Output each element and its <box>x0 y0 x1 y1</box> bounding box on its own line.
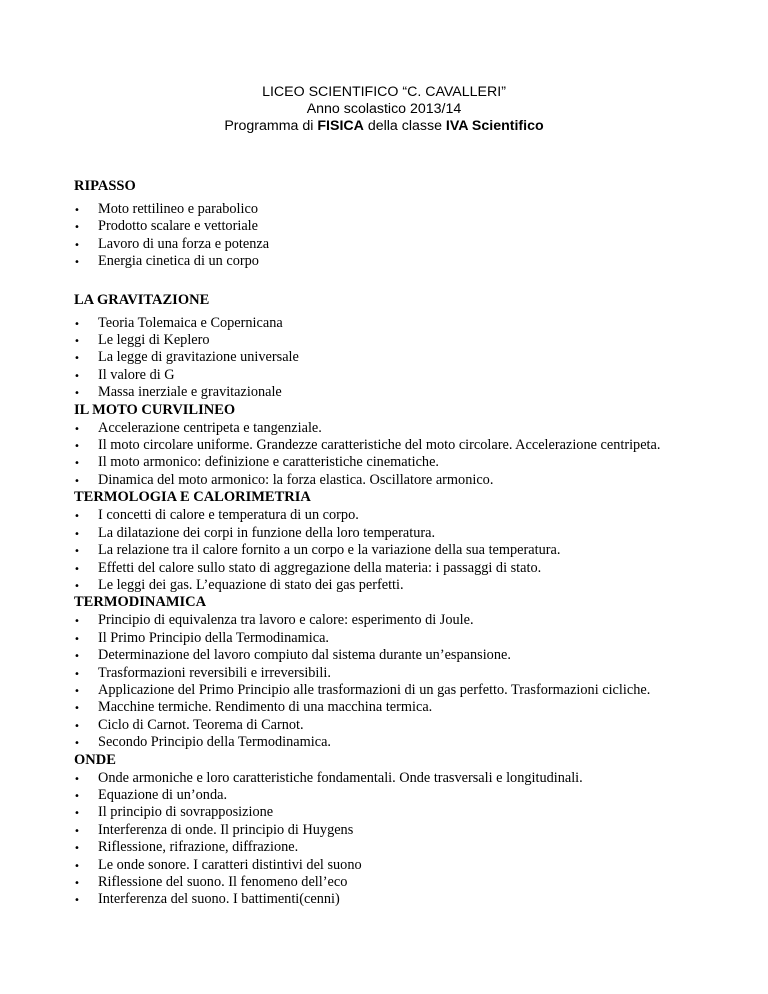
bullet-icon <box>74 665 88 683</box>
bullet-icon <box>74 525 88 543</box>
bullet-icon <box>74 454 88 472</box>
list-item: • La legge di gravitazione universale <box>74 349 734 366</box>
bullet-icon <box>74 218 88 236</box>
list-item: • Il valore di G <box>74 367 734 384</box>
section-title: TERMODINAMICA <box>74 594 207 611</box>
section-title: IL MOTO CURVILINEO <box>74 401 236 418</box>
list-item: • Principio di equivalenza tra lavoro e calore: esperimento di Joule. <box>74 612 734 629</box>
bullet-icon <box>74 253 88 271</box>
bullet-icon <box>74 577 88 595</box>
bullet-icon <box>74 384 88 402</box>
program-content <box>74 178 734 909</box>
bullet-icon <box>74 630 88 648</box>
list-item: • Prodotto scalare e vettoriale <box>74 218 734 235</box>
bullet-icon <box>74 647 88 665</box>
section-list <box>74 612 734 751</box>
section-gravitazione <box>74 292 734 402</box>
section-list <box>74 770 734 909</box>
list-item: • Le leggi dei gas. L’equazione di stato dei gas perfetti. <box>74 577 734 594</box>
bullet-icon <box>74 542 88 560</box>
list-item: • I concetti di calore e temperatura di un corpo. <box>74 507 734 524</box>
list-item: • Interferenza di onde. Il principio di Huygens <box>74 822 734 839</box>
bullet-icon <box>74 315 88 333</box>
bullet-icon <box>74 734 88 752</box>
bullet-icon <box>74 472 88 490</box>
list-item: • Equazione di un’onda. <box>74 787 734 804</box>
bullet-icon <box>74 201 88 219</box>
list-item: • Ciclo di Carnot. Teorema di Carnot. <box>74 717 734 734</box>
section-title: TERMOLOGIA E CALORIMETRIA <box>74 489 311 506</box>
list-item: • La relazione tra il calore fornito a un corpo e la variazione della sua temperatura. <box>74 542 734 559</box>
list-item: • Le leggi di Keplero <box>74 332 734 349</box>
section-list <box>74 420 734 490</box>
list-item: • La dilatazione dei corpi in funzione della loro temperatura. <box>74 525 734 542</box>
bullet-icon <box>74 787 88 805</box>
bullet-icon <box>74 822 88 840</box>
document-header <box>0 84 768 135</box>
program-title: Programma di FISICA della classe IVA Scientifico <box>224 118 544 134</box>
bullet-icon <box>74 874 88 892</box>
list-item: • Applicazione del Primo Principio alle trasformazioni di un gas perfetto. Trasformazioni cicliche. <box>74 682 734 699</box>
school-name: LICEO SCIENTIFICO “C. CAVALLERI” <box>262 84 506 100</box>
bullet-icon <box>74 612 88 630</box>
list-item: • Determinazione del lavoro compiuto dal sistema durante un’espansione. <box>74 647 734 664</box>
list-item: • Il moto armonico: definizione e caratteristiche cinematiche. <box>74 454 734 471</box>
list-item: • Dinamica del moto armonico: la forza elastica. Oscillatore armonico. <box>74 472 734 489</box>
bullet-icon <box>74 437 88 455</box>
bullet-icon <box>74 236 88 254</box>
section-list <box>74 507 734 594</box>
list-item: • Riflessione del suono. Il fenomeno dell’eco <box>74 874 734 891</box>
bullet-icon <box>74 804 88 822</box>
bullet-icon <box>74 560 88 578</box>
list-item: • Le onde sonore. I caratteri distintivi del suono <box>74 857 734 874</box>
list-item: • Secondo Principio della Termodinamica. <box>74 734 734 751</box>
list-item: • Riflessione, rifrazione, diffrazione. <box>74 839 734 856</box>
bullet-icon <box>74 770 88 788</box>
bullet-icon <box>74 699 88 717</box>
section-ripasso <box>74 178 734 271</box>
section-title: RIPASSO <box>74 178 136 194</box>
bullet-icon <box>74 507 88 525</box>
bullet-icon <box>74 857 88 875</box>
list-item: • Teoria Tolemaica e Copernicana <box>74 315 734 332</box>
bullet-icon <box>74 349 88 367</box>
bullet-icon <box>74 682 88 700</box>
bullet-icon <box>74 717 88 735</box>
section-list <box>74 315 734 402</box>
list-item: • Accelerazione centripeta e tangenziale. <box>74 420 734 437</box>
section-title: ONDE <box>74 751 116 768</box>
subject-name: FISICA <box>317 118 364 134</box>
list-item: • Il principio di sovrapposizione <box>74 804 734 821</box>
list-item: • Effetti del calore sullo stato di aggregazione della materia: i passaggi di stato. <box>74 560 734 577</box>
list-item: • Lavoro di una forza e potenza <box>74 236 734 253</box>
school-year: Anno scolastico 2013/14 <box>306 101 462 117</box>
list-item: • Interferenza del suono. I battimenti(cenni) <box>74 891 734 908</box>
list-item: • Massa inerziale e gravitazionale <box>74 384 734 401</box>
section-list <box>74 201 734 271</box>
section-termologia <box>74 489 734 594</box>
section-termodinamica <box>74 594 734 751</box>
bullet-icon <box>74 332 88 350</box>
list-item: • Onde armoniche e loro caratteristiche fondamentali. Onde trasversali e longitudinali. <box>74 770 734 787</box>
section-title: LA GRAVITAZIONE <box>74 291 210 308</box>
bullet-icon <box>74 367 88 385</box>
bullet-icon <box>74 420 88 438</box>
list-item: • Moto rettilineo e parabolico <box>74 201 734 218</box>
bullet-icon <box>74 891 88 909</box>
section-onde <box>74 752 734 909</box>
class-name: IVA Scientifico <box>445 118 544 134</box>
list-item: • Trasformazioni reversibili e irreversibili. <box>74 665 734 682</box>
list-item: • Energia cinetica di un corpo <box>74 253 734 270</box>
list-item: • Macchine termiche. Rendimento di una macchina termica. <box>74 699 734 716</box>
list-item: • Il Primo Principio della Termodinamica. <box>74 630 734 647</box>
list-item: • Il moto circolare uniforme. Grandezze caratteristiche del moto circolare. Accelerazione centripeta. <box>74 437 734 454</box>
bullet-icon <box>74 839 88 857</box>
section-moto-curvilineo <box>74 402 734 490</box>
